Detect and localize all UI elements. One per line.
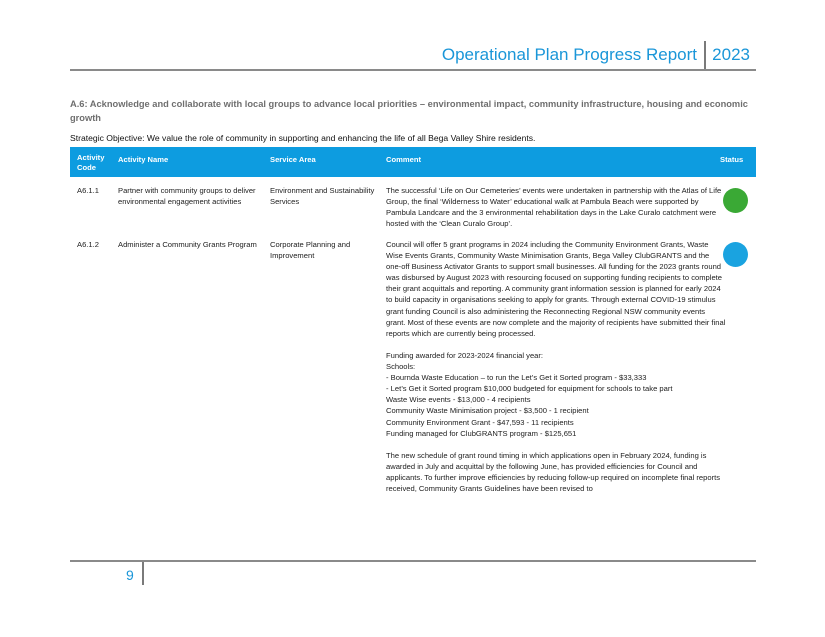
page-number: 9 xyxy=(126,567,134,583)
activity-table xyxy=(70,147,756,494)
status-indicator xyxy=(723,242,748,267)
header-activity-code: Activity Code xyxy=(77,153,105,172)
activity-code: A6.1.1 xyxy=(77,186,99,195)
activity-code: A6.1.2 xyxy=(77,240,99,249)
section-heading: A.6: Acknowledge and collaborate with local groups to advance local priorities – environmental impact, community infrastructure, housing and economic growth xyxy=(70,99,748,123)
header-title: Operational Plan Progress Report xyxy=(441,45,697,64)
activity-name: Partner with community groups to deliver environmental engagement activities xyxy=(118,186,256,207)
header-service-area: Service Area xyxy=(270,155,316,164)
service-area: Corporate Planning and Improvement xyxy=(270,240,351,261)
header-year: 2023 xyxy=(712,45,750,64)
header-comment: Comment xyxy=(386,155,422,164)
header-separator xyxy=(704,41,706,69)
footer-rule xyxy=(70,560,756,562)
comment: The successful ‘Life on Our Cemeteries’ events were undertaken in partnership with the Atlas of Life Group, the final ‘Wilderness to Water’ educational walk at Pambula Beach were supported by Pambula Landcare and the 3 environmental rehabilitation days in the Lake Curalo catchment were hosted with the ‘Clean Curalo Group’. xyxy=(386,186,722,229)
header-rule xyxy=(70,69,756,71)
comment: Council will offer 5 grant programs in 2024 including the Community Environment Grants, Waste Wise Events Grants, Community Waste Minimisation Grants, Bega Valley ClubGRANTS and the one-off Business Activator Grants to support small businesses. All funding for the 2023 grants round was disbursed by August 2023 with resourcing focused on supporting funding recipients to complete their grant acquittals and reporting. A community grant information session is planned for early 2024 to build capacity in organisations seeking to apply for grants. Through external COVID-19 stimulus grant funding Council is also administering the Reconnecting Regional NSW community events grant. Most of these events are now complete and the majority of recipients have submitted their final reports which are currently being processed. Funding awarded for 2023-2024 financial year: Schools: - Bournda Waste Education – to run the Let’s Get it Sorted program - $33,333 - Let’s Get it Sorted program $10,000 budgeted for equipment for schools to take part Waste Wise events - $13,000 - 4 recipients Community Waste Minimisation project - $3,500 - 1 recipient Community Environment Grant - $47,593 - 11 recipients Funding managed for ClubGRANTS program - $125,651 The new schedule of grant round timing in which applications open in February 2024, funding is awarded in July and acquittal by the following June, has provided efficiencies for Council and applicants. To further improve efficiencies by reducing follow-up required on incomplete final reports received, Community Grants Guidelines have been revised to xyxy=(386,240,726,494)
table-header xyxy=(70,147,756,177)
strategic-objective: Strategic Objective: We value the role of community in supporting and enhancing the life of all Bega Valley Shire residents. xyxy=(70,133,536,143)
service-area: Environment and Sustainability Services xyxy=(270,186,375,207)
header-status: Status xyxy=(720,155,744,164)
footer-separator xyxy=(142,562,144,585)
activity-name: Administer a Community Grants Program xyxy=(118,240,257,249)
status-indicator xyxy=(723,188,748,213)
header-activity-name: Activity Name xyxy=(118,155,169,164)
